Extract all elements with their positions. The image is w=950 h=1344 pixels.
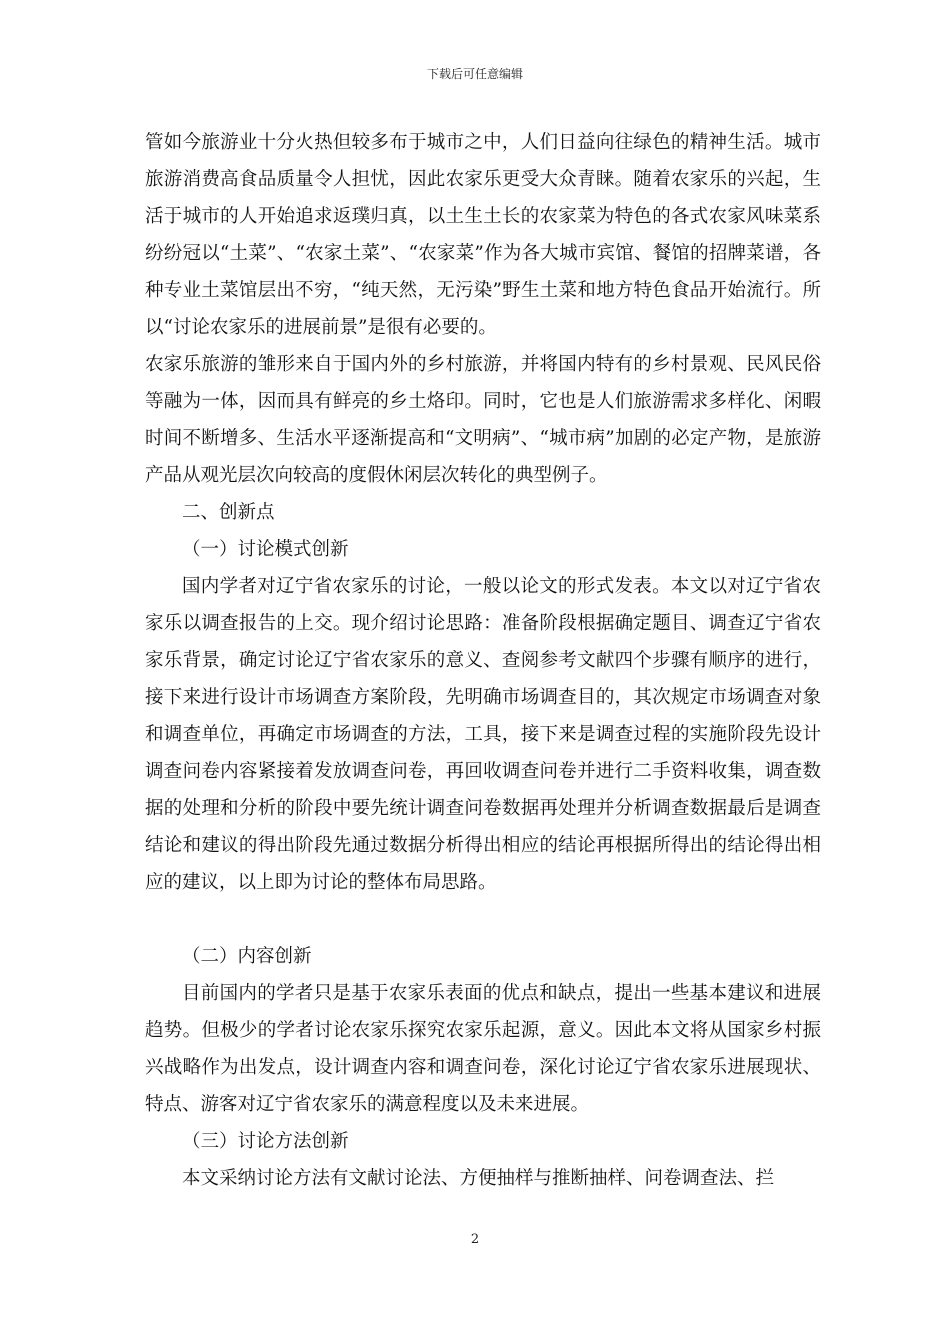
section-heading-innovation: 二、创新点 — [182, 502, 275, 523]
paragraph-origin: 农家乐旅游的雏形来自于国内外的乡村旅游，并将国内特有的乡村景观、民风民俗等融为一体，因而具有鲜亮的乡土烙印。同时，它也是人们旅游需求多样化、闲暇时间不断增多、生活水平逐渐提高和“文明病”、“城市病”加剧的必定产物，是旅游产品从观光层次向较高的度假休闲层次转化的典型例子。 — [145, 354, 821, 486]
subheading-research-model: （一）讨论模式创新 — [182, 539, 349, 560]
blank-line — [145, 901, 821, 938]
paragraph-content-innovation: 目前国内的学者只是基于农家乐表面的优点和缺点，提出一些基本建议和进展趋势。但极少的学者讨论农家乐探究农家乐起源，意义。因此本文将从国家乡村振兴战略作为出发点，设计调查内容和调查问卷，深化讨论辽宁省农家乐进展现状、特点、游客对辽宁省农家乐的满意程度以及未来进展。 — [145, 983, 821, 1115]
subheading-method-innovation: （三）讨论方法创新 — [182, 1131, 349, 1152]
paragraph-continuation: 管如今旅游业十分火热但较多布于城市之中，人们日益向往绿色的精神生活。城市旅游消费高食品质量令人担忧，因此农家乐更受大众青睐。随着农家乐的兴起，生活于城市的人开始追求返璞归真，以土生土长的农家菜为特色的各式农家风味菜系纷纷冠以“土菜”、“农家土菜”、“农家菜”作为各大城市宾馆、餐馆的招牌菜谱，各种专业土菜馆层出不穷，“纯天然，无污染”野生土菜和地方特色食品开始流行。所以“讨论农家乐的进展前景”是很有必要的。 — [145, 132, 821, 338]
paragraph-research-model: 国内学者对辽宁省农家乐的讨论，一般以论文的形式发表。本文以对辽宁省农家乐以调查报告的上交。现介绍讨论思路：准备阶段根据确定题目、调查辽宁省农家乐背景，确定讨论辽宁省农家乐的意义、查阅参考文献四个步骤有顺序的进行，接下来进行设计市场调查方案阶段，先明确市场调查目的，其次规定市场调查对象和调查单位，再确定市场调查的方法，工具，接下来是调查过程的实施阶段先设计调查问卷内容紧接着发放调查问卷，再回收调查问卷并进行二手资料收集，调查数据的处理和分析的阶段中要先统计调查问卷数据再处理并分析调查数据最后是调查结论和建议的得出阶段先通过数据分析得出相应的结论再根据所得出的结论得出相应的建议，以上即为讨论的整体布局思路。 — [145, 576, 821, 893]
page-header: 下载后可任意编辑 — [426, 67, 523, 81]
page-number: 2 — [470, 1232, 480, 1247]
document-body — [145, 124, 821, 1197]
paragraph-method-innovation: 本文采纳讨论方法有文献讨论法、方便抽样与推断抽样、问卷调查法、拦 — [182, 1168, 775, 1189]
subheading-content-innovation: （二）内容创新 — [182, 946, 312, 967]
